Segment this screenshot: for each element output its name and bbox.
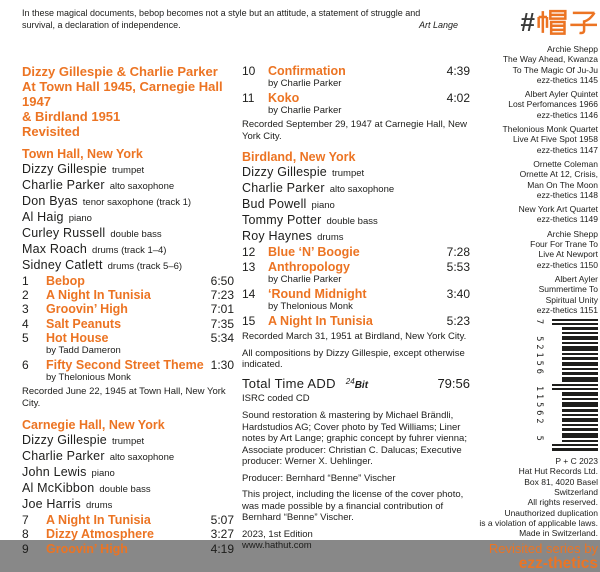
musician-name: Charlie Parker — [22, 178, 105, 192]
musician-name: John Lewis — [22, 465, 87, 480]
musician-instrument: double bass — [110, 229, 162, 240]
musician-name: Dizzy Gillespie — [22, 162, 107, 176]
musician-instrument: piano — [68, 213, 92, 224]
barcode-number: 7 52156 11562 5 — [534, 319, 544, 444]
track-composer: by Tadd Dameron — [46, 345, 121, 357]
intro-line-1: In these magical documents, bebop becomes not a style but an attitude, a statement of struggle and — [22, 8, 421, 18]
barcode — [478, 319, 598, 452]
musician-name: Curley Russell — [22, 226, 106, 240]
musician-instrument: piano — [311, 200, 335, 212]
recording-note: Recorded June 22, 1945 at Town Hall, New York City. — [22, 386, 226, 409]
track-number: 3 — [22, 302, 29, 317]
track-composer: by Charlie Parker — [268, 78, 342, 90]
musician-instrument: alto saxophone — [329, 184, 395, 196]
track-row — [22, 527, 234, 541]
musician-instrument: trumpet — [111, 165, 145, 176]
track-title: Bebop — [46, 274, 85, 288]
catalog-entry: Archie Shepp The Way Ahead, Kwanza To The Magic Of Ju-Ju ezz-thetics 1145 — [502, 44, 598, 85]
track-title: Koko — [268, 91, 300, 106]
hathut-logo — [478, 6, 598, 38]
musician-instrument: tenor saxophone (track 1) — [82, 197, 192, 208]
musician-name: Max Roach — [22, 242, 88, 256]
track-title: Fifty Second Street Theme — [46, 358, 204, 373]
intro-line-2: survival, a declaration of independence. — [22, 19, 181, 30]
venue-header-town-hall: Town Hall, New York — [22, 147, 143, 161]
catalog-entry: Archie Shepp Four For Trane To Live At Newport ezz-thetics 1150 — [530, 228, 598, 270]
track-title: Groovin’ High — [46, 302, 128, 317]
personnel-row — [242, 229, 470, 245]
isrc-note: ISRC coded CD — [242, 392, 310, 404]
personnel-row — [242, 165, 470, 181]
total-time-value: 79:56 — [437, 375, 470, 391]
track-time: 4:39 — [446, 64, 470, 78]
track-number: 6 — [22, 358, 29, 373]
musician-instrument: trumpet — [111, 436, 145, 448]
personnel-row — [22, 194, 234, 210]
track-row — [22, 358, 234, 372]
edition-line: 2023, 1st Edition — [242, 528, 313, 540]
musician-instrument: drums (track 1–4) — [92, 245, 167, 256]
track-time: 5:34 — [210, 330, 234, 345]
musician-instrument: alto saxophone — [109, 452, 175, 464]
track-row — [22, 302, 234, 316]
album-title-line: At Town Hall 1945, Carnegie Hall 1947 — [22, 79, 223, 109]
track-time: 7:01 — [210, 302, 234, 317]
track-title: Blue ‘N’ Boogie — [268, 245, 360, 260]
album-title — [22, 64, 234, 139]
hathut-kanji-logo — [536, 7, 598, 37]
track-title: Salt Peanuts — [46, 316, 122, 331]
track-time: 1:30 — [210, 358, 234, 373]
track-time: 5:53 — [446, 259, 470, 274]
project-note: This project, including the license of the cover photo, was made possible by a financial contribution of Bernhard “Benne” Vischer. — [242, 489, 464, 524]
track-row — [22, 542, 234, 556]
venue-header-carnegie: Carnegie Hall, New York — [22, 418, 165, 433]
compositions-note: All compositions by Dizzy Gillespie, except otherwise indicated. — [242, 347, 465, 371]
musician-name: Charlie Parker — [242, 181, 325, 196]
catalog-entry: Albert Ayler Summertime To Spiritual Unity ezz-thetics 1151 — [536, 273, 598, 315]
track-time: 3:40 — [446, 286, 470, 301]
track-number: 11 — [242, 91, 255, 106]
track-composer: by Thelonious Monk — [46, 372, 131, 384]
personnel-row — [22, 226, 234, 242]
personnel-row — [22, 433, 234, 449]
musician-name: Roy Haynes — [242, 229, 313, 244]
barcode-bars-icon — [552, 319, 598, 452]
track-title: Hot House — [46, 330, 109, 345]
musician-name: Tommy Potter — [242, 213, 322, 228]
track-time: 4:02 — [446, 91, 470, 106]
track-number: 10 — [242, 64, 256, 78]
musician-instrument: drums (track 5–6) — [107, 261, 183, 272]
musician-instrument: double bass — [326, 216, 378, 228]
musician-name: Don Byas — [22, 194, 78, 208]
website: www.hathut.com — [242, 540, 312, 552]
personnel-row — [242, 181, 470, 197]
total-time-label: Total Time ADD — [242, 375, 336, 391]
track-row — [242, 260, 470, 274]
track-title: A Night In Tunisia — [46, 288, 151, 303]
track-number: 15 — [242, 314, 256, 329]
track-row — [242, 64, 470, 78]
track-number: 5 — [22, 330, 29, 345]
musician-name: Al Haig — [22, 210, 64, 224]
track-title: A Night In Tunisia — [46, 513, 151, 528]
personnel-row — [22, 258, 234, 274]
personnel-row — [242, 213, 470, 229]
catalog-entry: Albert Ayler Quintet Lost Perfomances 1966 ezz-thetics 1146 — [508, 89, 598, 120]
track-time: 7:23 — [210, 288, 234, 303]
recording-note: Recorded September 29, 1947 at Carnegie Hall, New York City. — [242, 119, 467, 142]
label-address: P + C 2023 Hat Hut Records Ltd. Box 81, 4020 Basel Switzerland All rights reserved. Unauthorized duplication is a violation of applicable laws. Made in Switzerland. — [479, 456, 598, 539]
musician-name: Bud Powell — [242, 197, 307, 212]
personnel-row — [22, 242, 234, 258]
track-time: 4:19 — [210, 541, 234, 556]
track-number: 8 — [22, 527, 29, 542]
producer-line: Producer: Bernhard “Benne” Vischer — [242, 472, 396, 484]
track-composer: by Charlie Parker — [268, 273, 342, 285]
track-row — [22, 513, 234, 527]
hash-glyph: # — [520, 7, 535, 37]
musician-name: Sidney Catlett — [22, 258, 103, 272]
track-time: 7:35 — [210, 316, 234, 331]
intro-quote — [22, 8, 458, 31]
track-row — [22, 317, 234, 331]
musician-name: Dizzy Gillespie — [242, 165, 327, 180]
venue-header-birdland: Birdland, New York — [242, 150, 356, 165]
left-column — [22, 64, 234, 556]
track-row — [22, 331, 234, 345]
credits-paragraph: Sound restoration & mastering by Michael Brändli, Hardstudios AG; Cover photo by Ted Williams; Liner notes by Art Lange; graphic concept by fuhrer vienna; Associate producer: Christian C. Dalucas; Executive producer: Werner X. Uehlinger. — [242, 410, 467, 468]
total-time-row — [242, 375, 470, 393]
track-row — [242, 245, 470, 259]
musician-instrument: double bass — [99, 484, 151, 496]
track-time: 3:27 — [210, 527, 234, 542]
quote-attribution: Art Lange — [418, 19, 458, 30]
personnel-row — [22, 178, 234, 194]
24bit-logo: $^{24}$Bit — [345, 376, 369, 391]
personnel-row — [22, 162, 234, 178]
track-number: 7 — [22, 513, 29, 528]
personnel-row — [22, 210, 234, 226]
track-composer: by Charlie Parker — [268, 105, 342, 117]
musician-name: Al McKibbon — [22, 481, 95, 496]
track-number: 2 — [22, 288, 29, 303]
musician-instrument: drums — [85, 500, 113, 512]
track-title: Anthropology — [268, 259, 350, 274]
recording-note: Recorded March 31, 1951 at Birdland, New York City. — [242, 331, 467, 343]
track-title: A Night In Tunisia — [268, 314, 373, 329]
album-title-line: Dizzy Gillespie & Charlie Parker — [22, 64, 218, 79]
track-row — [22, 288, 234, 302]
track-number: 4 — [22, 316, 29, 331]
track-row — [242, 314, 470, 328]
catalog-entry: Ornette Coleman Ornette At 12, Crisis, Man On The Moon ezz-thetics 1148 — [519, 158, 598, 200]
personnel-row — [22, 497, 234, 513]
track-number: 12 — [242, 245, 256, 260]
album-title-line: Revisited — [22, 124, 80, 139]
album-title-line: & Birdland 1951 — [22, 109, 121, 124]
musician-instrument: alto saxophone — [109, 181, 175, 192]
catalog-entry: Thelonious Monk Quartet Live At Five Spot 1958 ezz-thetics 1147 — [502, 124, 598, 155]
track-row — [242, 91, 470, 105]
series-signature: Revisited series by ezz-thetics — [488, 540, 598, 572]
track-title: Groovin’ High — [46, 541, 128, 556]
track-row — [22, 274, 234, 288]
track-time: 6:50 — [210, 274, 234, 288]
musician-instrument: drums — [317, 232, 344, 244]
track-time: 5:23 — [446, 314, 470, 329]
musician-instrument: piano — [91, 468, 115, 480]
right-column — [478, 6, 598, 572]
musician-name: Charlie Parker — [22, 449, 105, 464]
musician-name: Dizzy Gillespie — [22, 433, 107, 448]
track-row — [242, 287, 470, 301]
track-number: 13 — [242, 259, 256, 274]
track-composer: by Thelonious Monk — [268, 301, 353, 313]
track-number: 9 — [22, 541, 29, 556]
track-number: 1 — [22, 274, 29, 288]
middle-column — [242, 64, 470, 552]
personnel-row — [22, 465, 234, 481]
track-number: 14 — [242, 286, 256, 301]
track-title: Dizzy Atmosphere — [46, 527, 154, 542]
musician-name: Joe Harris — [22, 497, 81, 512]
musician-instrument: trumpet — [331, 168, 365, 180]
catalog-entry: New York Art Quartet ezz-thetics 1149 — [518, 204, 598, 225]
personnel-row — [242, 197, 470, 213]
track-time: 7:28 — [446, 245, 470, 260]
track-time: 5:07 — [210, 513, 234, 528]
track-title: Confirmation — [268, 64, 346, 78]
personnel-row — [22, 449, 234, 465]
track-title: ‘Round Midnight — [268, 286, 367, 301]
personnel-row — [22, 481, 234, 497]
